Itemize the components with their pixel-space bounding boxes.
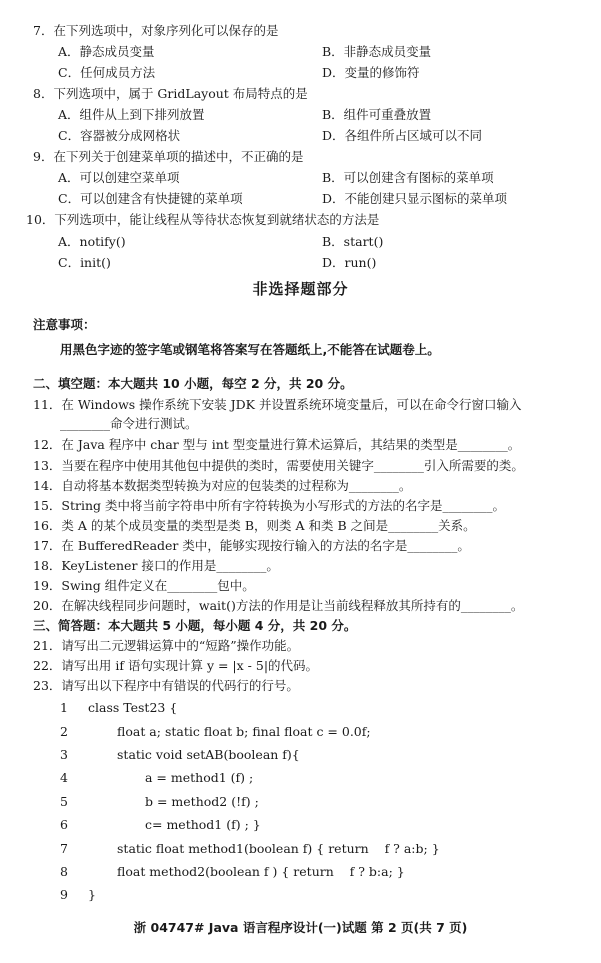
question-14: 14．自动将基本数据类型转换为对应的包装类的过程称为________。 bbox=[33, 478, 412, 493]
fill-section-heading: 二、填空题：本大题共 10 小题，每空 2 分，共 20 分。 bbox=[33, 376, 353, 391]
question-10-option-c: C．init() bbox=[58, 255, 111, 270]
question-11-line2: ________命令进行测试。 bbox=[60, 416, 198, 431]
code-line-text: float a; static float b; final float c = 0.0f; bbox=[117, 724, 371, 739]
code-line-text: a = method1 (f) ; bbox=[145, 770, 254, 785]
code-line-text: static void setAB(boolean f){ bbox=[117, 747, 300, 762]
question-9-option-c: C．可以创建含有快捷键的菜单项 bbox=[58, 191, 243, 206]
question-10-option-b: B．start() bbox=[322, 234, 384, 249]
question-9-stem: 9．在下列关于创建菜单项的描述中，不正确的是 bbox=[33, 149, 304, 164]
question-10-stem: 10．下列选项中，能让线程从等待状态恢复到就绪状态的方法是 bbox=[26, 212, 380, 227]
code-line-number: 7 bbox=[60, 841, 68, 856]
notice-label: 注意事项： bbox=[33, 317, 96, 332]
code-line-number: 5 bbox=[60, 794, 68, 809]
code-line-number: 8 bbox=[60, 864, 68, 879]
question-8-option-a: A．组件从上到下排列放置 bbox=[58, 107, 205, 122]
code-line-number: 3 bbox=[60, 747, 68, 762]
code-line-number: 4 bbox=[60, 770, 68, 785]
question-21: 21．请写出二元逻辑运算中的“短路”操作功能。 bbox=[33, 638, 300, 653]
code-line-text: b = method2 (!f) ; bbox=[145, 794, 259, 809]
question-9-option-b: B．可以创建含有图标的菜单项 bbox=[322, 170, 494, 185]
question-7-stem: 7．在下列选项中，对象序列化可以保存的是 bbox=[33, 23, 279, 38]
question-7-option-b: B．非静态成员变量 bbox=[322, 44, 432, 59]
page-footer: 浙 04747# Java 语言程序设计(一)试题 第 2 页(共 7 页) bbox=[133, 920, 468, 935]
question-8-option-c: C．容器被分成网格状 bbox=[58, 128, 181, 143]
question-10-option-d: D．run() bbox=[322, 255, 377, 270]
question-18: 18．KeyListener 接口的作用是________。 bbox=[33, 558, 279, 573]
question-19: 19．Swing 组件定义在________包中。 bbox=[33, 578, 255, 593]
section-title-nonchoice: 非选择题部分 bbox=[252, 280, 349, 298]
question-11-line1: 11．在 Windows 操作系统下安装 JDK 并设置系统环境变量后，可以在命令行窗口输入 bbox=[33, 397, 522, 412]
question-8-option-d: D．各组件所占区域可以不同 bbox=[322, 128, 483, 143]
question-20: 20．在解决线程同步问题时，wait()方法的作用是让当前线程释放其所持有的________。 bbox=[33, 598, 524, 613]
code-line-number: 9 bbox=[60, 887, 68, 902]
question-8-option-b: B．组件可重叠放置 bbox=[322, 107, 432, 122]
question-15: 15．String 类中将当前字符串中所有字符转换为小写形式的方法的名字是________。 bbox=[33, 498, 505, 513]
question-8-stem: 8．下列选项中，属于 GridLayout 布局特点的是 bbox=[33, 86, 308, 101]
code-line-number: 2 bbox=[60, 724, 68, 739]
question-17: 17．在 BufferedReader 类中，能够实现按行输入的方法的名字是________。 bbox=[33, 538, 470, 553]
question-9-option-a: A．可以创建空菜单项 bbox=[58, 170, 180, 185]
question-7-option-c: C．任何成员方法 bbox=[58, 65, 156, 80]
code-line-number: 1 bbox=[60, 700, 68, 715]
code-line-text: float method2(boolean f ) { return f ? b:a; } bbox=[117, 864, 405, 879]
question-12: 12．在 Java 程序中 char 型与 int 型变量进行算术运算后，其结果的类型是________。 bbox=[33, 437, 521, 452]
short-section-heading: 三、简答题：本大题共 5 小题，每小题 4 分，共 20 分。 bbox=[33, 618, 357, 633]
question-23: 23．请写出以下程序中有错误的代码行的行号。 bbox=[33, 678, 299, 693]
question-16: 16．类 A 的某个成员变量的类型是类 B，则类 A 和类 B 之间是________关系。 bbox=[33, 518, 476, 533]
code-line-text: class Test23 { bbox=[88, 700, 178, 715]
question-7-option-d: D．变量的修饰符 bbox=[322, 65, 420, 80]
question-13: 13．当要在程序中使用其他包中提供的类时，需要使用关键字________引入所需要的类。 bbox=[33, 458, 524, 473]
code-line-text: } bbox=[88, 887, 96, 902]
question-10-option-a: A．notify() bbox=[58, 234, 126, 249]
question-22: 22．请写出用 if 语句实现计算 y = |x - 5|的代码。 bbox=[33, 658, 319, 673]
notice-text: 用黑色字迹的签字笔或钢笔将答案写在答题纸上,不能答在试题卷上。 bbox=[60, 342, 440, 357]
code-line-text: static float method1(boolean f) { return f ? a:b; } bbox=[117, 841, 440, 856]
code-line-number: 6 bbox=[60, 817, 68, 832]
question-9-option-d: D．不能创建只显示图标的菜单项 bbox=[322, 191, 508, 206]
code-line-text: c= method1 (f) ; } bbox=[145, 817, 261, 832]
question-7-option-a: A．静态成员变量 bbox=[58, 44, 155, 59]
